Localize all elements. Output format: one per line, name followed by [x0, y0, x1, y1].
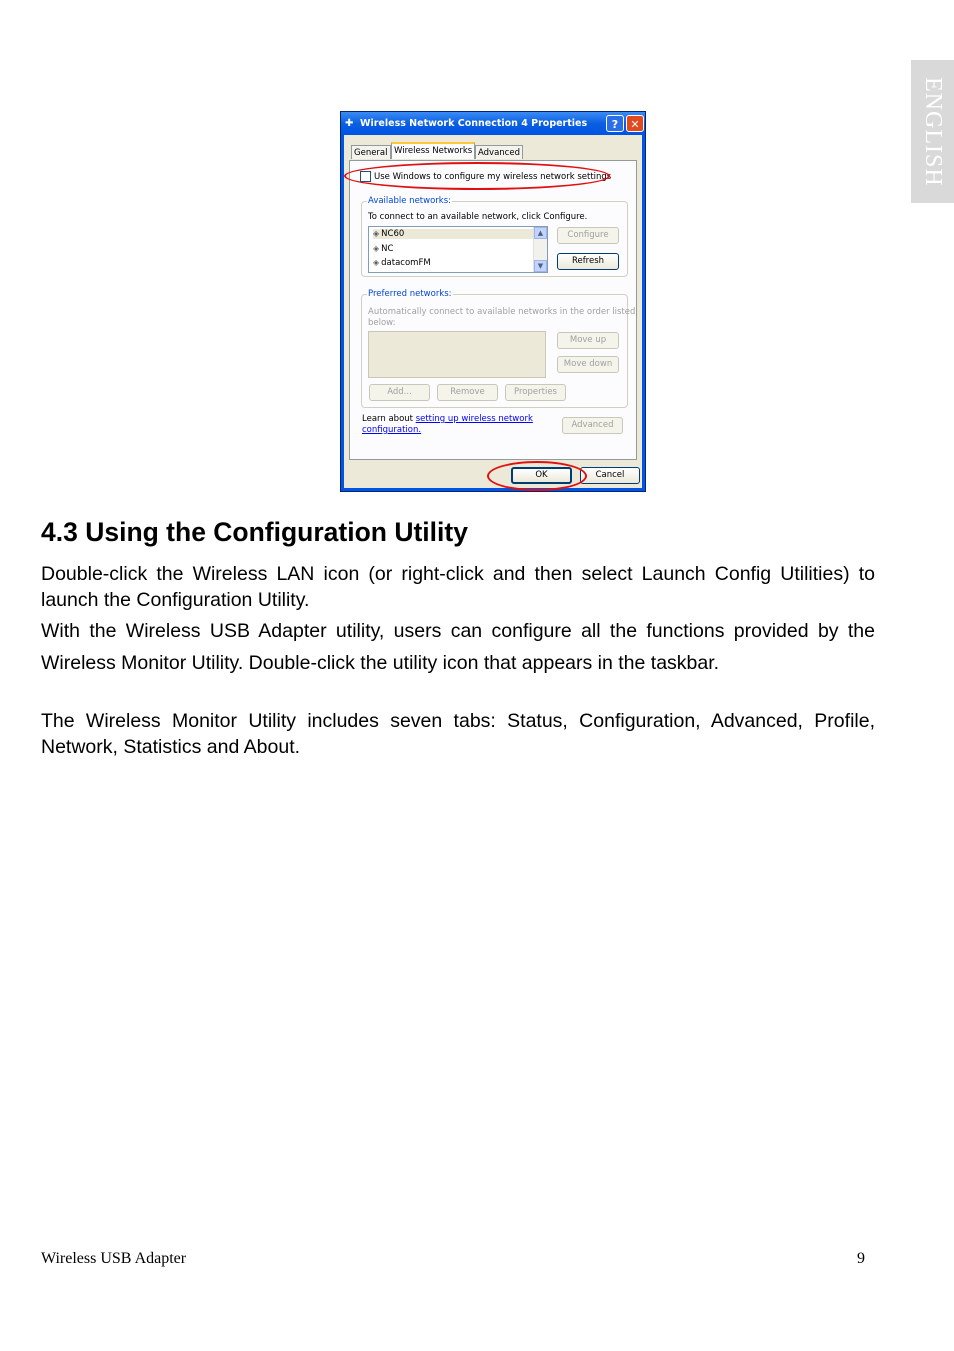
preferred-hint-line1: Automatically connect to available networks in the order listed [368, 307, 636, 317]
preferred-networks-title: Preferred networks: [368, 289, 452, 299]
network-connection-icon: ✚ [345, 118, 354, 129]
close-button[interactable]: ✕ [626, 115, 644, 132]
help-button[interactable]: ? [606, 115, 624, 132]
preferred-hint-line2: below: [368, 318, 396, 328]
language-side-tab [911, 60, 954, 203]
tab-general[interactable]: General [351, 145, 391, 159]
add-button[interactable]: Add... [369, 384, 430, 401]
tab-advanced[interactable]: Advanced [475, 145, 523, 159]
cancel-button[interactable]: Cancel [580, 467, 640, 484]
footer-title: Wireless USB Adapter [41, 1250, 187, 1267]
tab-wireless-networks[interactable]: Wireless Networks [391, 142, 475, 159]
highlight-ellipse-checkbox [344, 162, 610, 190]
wireless-networks-panel [349, 160, 637, 460]
available-networks-title: Available networks: [368, 196, 451, 206]
available-networks-group [361, 196, 628, 277]
list-item[interactable]: ◈ NC [373, 244, 394, 254]
page-number: 9 [857, 1250, 865, 1267]
dialog-title: Wireless Network Connection 4 Properties [360, 118, 588, 129]
properties-dialog-screenshot [340, 111, 646, 492]
properties-button[interactable]: Properties [505, 384, 566, 401]
dialog-titlebar [341, 112, 645, 135]
configure-button[interactable]: Configure [557, 227, 619, 244]
checkbox-label: Use Windows to configure my wireless network settings [374, 171, 612, 182]
wireless-network-icon: ◈ [373, 244, 380, 253]
move-up-button[interactable]: Move up [557, 332, 619, 349]
advanced-button[interactable]: Advanced [562, 417, 623, 434]
list-item[interactable]: ◈ datacomFM [373, 258, 431, 268]
section-heading: 4.3 Using the Configuration Utility [41, 517, 468, 547]
available-networks-hint: To connect to an available network, click Configure. [368, 212, 588, 222]
refresh-button[interactable]: Refresh [557, 253, 619, 270]
preferred-networks-list[interactable] [368, 331, 546, 378]
paragraph-2: With the Wireless USB Adapter utility, users can configure all the functions provided by the Wireless Monitor Utility. Double-click the utility icon that appears in the taskbar. [41, 620, 875, 674]
scroll-up-arrow-icon[interactable]: ▲ [534, 227, 547, 239]
list-scrollbar[interactable] [533, 227, 547, 272]
scroll-down-arrow-icon[interactable]: ▼ [534, 260, 547, 272]
remove-button[interactable]: Remove [437, 384, 498, 401]
available-networks-list[interactable] [368, 226, 548, 273]
learn-link-line1[interactable]: setting up wireless network [415, 414, 533, 424]
ok-button[interactable]: OK [511, 467, 572, 484]
list-item[interactable]: ◈ NC60 [373, 229, 533, 239]
highlight-ellipse-ok [487, 461, 587, 491]
wireless-network-icon: ◈ [373, 229, 380, 238]
preferred-networks-group [361, 289, 636, 408]
language-label: ENGLISH [920, 76, 946, 187]
wireless-network-icon: ◈ [373, 258, 380, 267]
move-down-button[interactable]: Move down [557, 356, 619, 373]
learn-link-line2-wrap [362, 425, 421, 436]
learn-link-line2[interactable]: configuration. [362, 425, 422, 435]
paragraph-3: The Wireless Monitor Utility includes seven tabs: Status, Configuration, Advanced, Profile, Network, Statistics and About. [41, 710, 875, 758]
paragraph-1: Double-click the Wireless LAN icon (or right-click and then select Launch Config Utilities) to launch the Configuration Utility. [41, 563, 875, 611]
learn-about-text: Learn about setting up wireless network [362, 414, 533, 424]
